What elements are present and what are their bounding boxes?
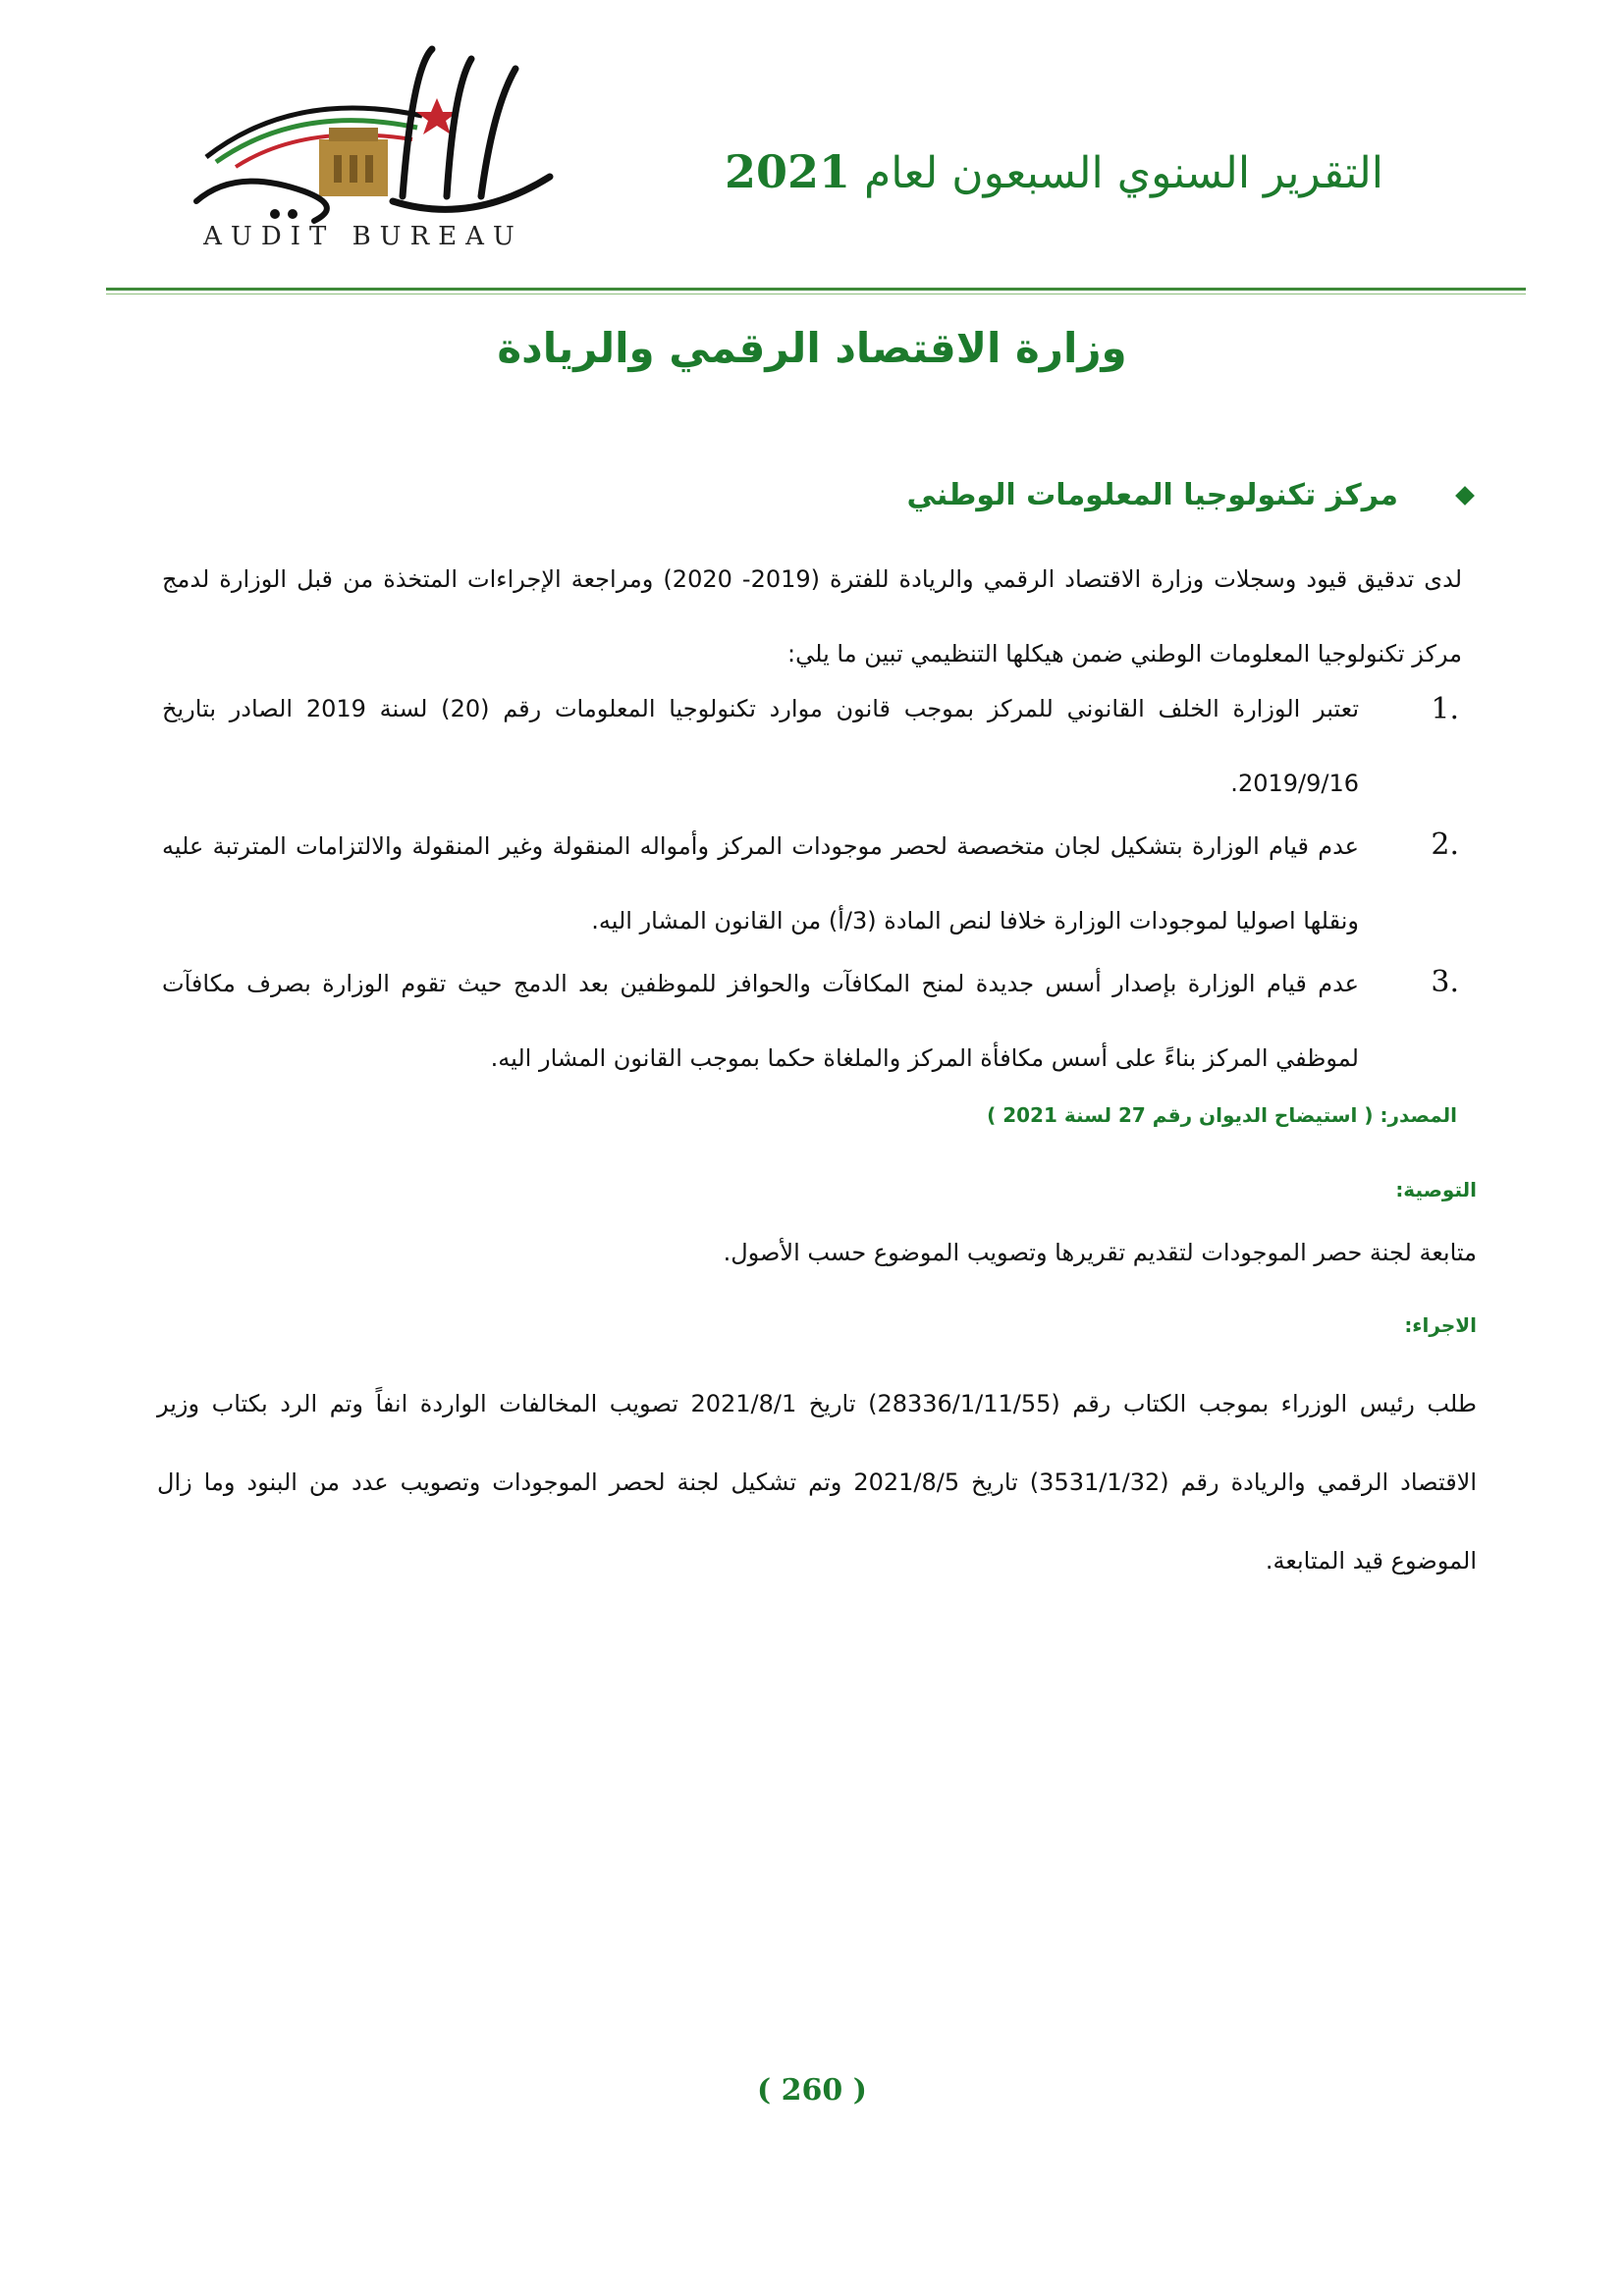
bullet-diamond-icon <box>1455 486 1475 506</box>
item-number-2: 2. <box>1431 828 1459 862</box>
logo-emblem-icon <box>177 29 569 226</box>
page-number: ( 260 ) <box>757 2073 867 2108</box>
ministry-title: وزارة الاقتصاد الرقمي والريادة <box>497 324 1127 372</box>
report-title-text: التقرير السنوي السبعون لعام <box>864 148 1383 198</box>
recommendation-label: التوصية: <box>1395 1178 1477 1201</box>
action-paragraph: طلب رئيس الوزراء بموجب الكتاب رقم (28336/1/11/55) تاريخ 2021/8/1 تصويب المخالفات الواردة انفاً وتم الرد بكتاب وزير الاقتصاد الرقمي والريادة رقم (3531/1/32) تاريخ 2021/8/5 وتم تشكيل لجنة لحصر الموجودات وتصويب عدد من البنود وما زال الموضوع قيد المتابعة. <box>157 1390 1478 1575</box>
section-heading: مركز تكنولوجيا المعلومات الوطني <box>906 478 1398 512</box>
list-item-1: تعتبر الوزارة الخلف القانوني للمركز بموجب قانون موارد تكنولوجيا المعلومات رقم (20) لسنة 2019 الصادر بتاريخ 2019/9/16. <box>162 695 1360 797</box>
report-title <box>725 145 1383 198</box>
recommendation-text: متابعة لجنة حصر الموجودات لتقديم تقريرها وتصويب الموضوع حسب الأصول. <box>723 1239 1477 1266</box>
report-year: 2021 <box>725 145 851 198</box>
list-item-3: عدم قيام الوزارة بإصدار أسس جديدة لمنح المكافآت والحوافز للموظفين بعد الدمج حيث تقوم الوزارة بصرف مكافآت لموظفي المركز بناءً على أسس مكافأة المركز والملغاة حكما بموجب القانون المشار اليه. <box>162 970 1359 1072</box>
logo-caption: AUDIT BUREAU <box>203 222 523 251</box>
list-item-2: عدم قيام الوزارة بتشكيل لجان متخصصة لحصر موجودات المركز وأمواله المنقولة وغير المنقولة والالتزامات المترتبة عليه ونقلها اصوليا لموجودات الوزارة خلافا لنص المادة (3/أ) من القانون المشار اليه. <box>162 832 1359 934</box>
intro-paragraph: لدى تدقيق قيود وسجلات وزارة الاقتصاد الرقمي والريادة للفترة (2019- 2020) ومراجعة الإجراءات المتخذة من قبل الوزارة لدمج مركز تكنولوجيا المعلومات الوطني ضمن هيكلها التنظيمي تبين ما يلي: <box>162 565 1463 667</box>
audit-bureau-logo <box>177 29 569 265</box>
item-number-1: 1. <box>1431 692 1459 726</box>
action-label: الاجراء: <box>1404 1313 1477 1337</box>
header-divider <box>106 288 1526 291</box>
item-number-3: 3. <box>1431 965 1459 999</box>
source-note: المصدر: ( استيضاح الديوان رقم 27 لسنة 2021 ) <box>987 1103 1457 1127</box>
